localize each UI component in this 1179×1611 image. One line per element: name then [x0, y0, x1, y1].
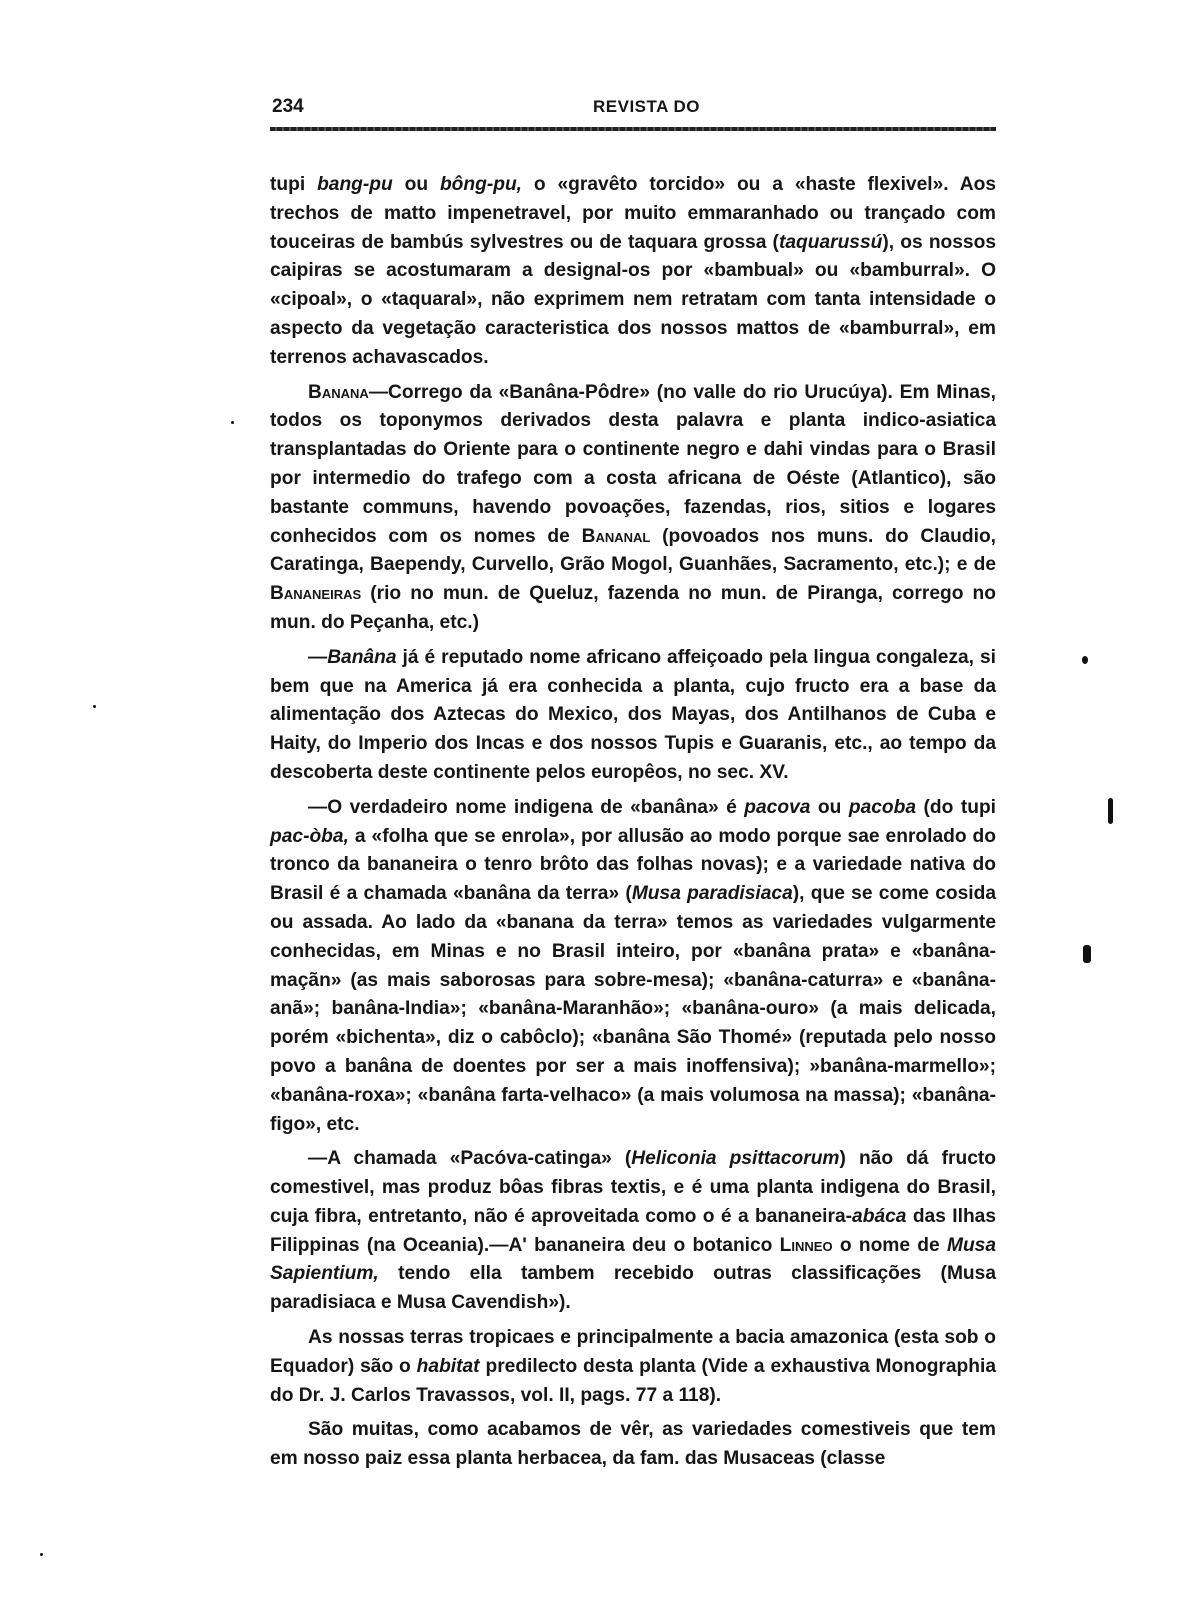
running-head: REVISTA DO [593, 97, 701, 116]
text-run: (rio no mun. de Queluz, fazenda no mun. de Piranga, corrego no mun. do Peçanha, etc.) [270, 583, 996, 633]
ink-speck [1083, 945, 1091, 963]
text-run: ) não dá fructo comestivel, mas produz bôas fibras textis, e é uma planta indigena do Brasil, cuja fibra, entretanto, não é aproveitada como o é a bananeira- [270, 1148, 996, 1227]
text-run: —A chamada «Pacóva-catinga» ( [308, 1148, 632, 1170]
text-run: já é reputado nome africano affeiçoado pela lingua congaleza, si bem que na America já era conhecida a planta, cujo fructo era a base da alimentação dos Aztecas do Mexico, dos Mayas, dos Antilhanos de Cuba e Haity, do Imperio dos Incas e dos nossos Tupis e Guaranis, etc., ao tempo da descoberta deste continente pelos europêos, no sec. XV. [270, 646, 996, 783]
italic-text: Musa Sapientium, [270, 1234, 997, 1285]
text-run: das Ilhas Filippinas (na Oceania).—A' bananeira deu o botanico [270, 1205, 997, 1256]
small-caps-text: Banana [308, 381, 369, 403]
small-caps-text: Bananeiras [270, 583, 362, 605]
paragraph [270, 644, 996, 788]
page-number: 234 [272, 96, 304, 117]
italic-text: pac-òba, [270, 825, 349, 847]
italic-text: pacoba [848, 796, 917, 818]
italic-text: Banâna [327, 646, 397, 668]
text-run: o nome de [832, 1234, 947, 1256]
text-run: ), que se come cosida ou assada. Ao lado da «banana da terra» temos as variedades vulgarmente conhecidas, em Minas e no Brasil inteiro, por «banâna prata» e «banâna-maçãn» (as mais saborosas para sobre-mesa); «banâna-caturra» e «banâna-anã»; banâna-India»; «banâna-Maranhão»; «banâna-ouro» (a mais delicada, porém «bichenta», diz o cabôclo); «banâna São Thomé» (reputada pelo nosso povo a banâna de doentes por ser a mais inoffensiva); »banâna-marmello»; «banâna-roxa»; «banâna farta-velhaco» (a mais volumosa na massa); «banâna-figo», etc. [270, 883, 996, 1135]
text-run: As nossas terras tropicaes e principalmente a bacia amazonica (esta sob o Equador) são o [270, 1327, 996, 1377]
text-run: —O verdadeiro nome indigena de «banâna» é [308, 796, 745, 818]
small-caps-text: Linneo [779, 1234, 833, 1256]
ink-speck [93, 705, 96, 708]
text-run: tupi [270, 174, 318, 195]
paragraph [270, 1145, 996, 1318]
italic-text: Musa paradisiaca [631, 883, 793, 905]
paragraph [270, 379, 996, 638]
text-run: ou [392, 174, 440, 195]
italic-text: abáca [852, 1205, 907, 1227]
text-run: tendo ella tambem recebido outras classificações (Musa paradisiaca e Musa Cavendish»). [270, 1263, 996, 1314]
text-run: predilecto desta planta (Vide a exhaustiva Monographia do Dr. J. Carlos Travassos, vol. II, pags. 77 a 118). [270, 1355, 997, 1406]
text-run: ), os nossos caipiras se acostumaram a designal-os por «bambual» ou «bamburral». O «cipoal», o «taquaral», não exprimem nem retratam com tanta intensidade o aspecto da vegetação caracteristica dos nossos mattos de «bamburral», em terrenos achavascados. [270, 231, 996, 368]
page-header [272, 94, 996, 124]
paragraph [270, 171, 996, 373]
text-run: o «gravêto torcido» ou a «haste flexivel». Aos trechos de matto impenetravel, por muito emmaranhado ou trançado com touceiras de bambús sylvestres ou de taquara grossa ( [270, 174, 996, 253]
ink-speck [231, 421, 234, 424]
paragraph [270, 1416, 996, 1474]
italic-text: pacova [744, 796, 811, 818]
text-run: São muitas, como acabamos de vêr, as variedades comestiveis que tem em nosso paiz essa planta herbacea, da fam. das Musaceas (classe [270, 1419, 996, 1470]
small-caps-text: Bananal [581, 525, 651, 547]
ink-speck [1108, 798, 1113, 824]
text-run: ou [810, 796, 849, 818]
italic-text: bang-pu [317, 174, 393, 195]
italic-text: habitat [416, 1355, 480, 1377]
text-run: —Corrego da «Banâna-Pôdre» (no valle do rio Urucúya). Em Minas, todos os toponymos derivados desta palavra e planta indico-asiatica transplantadas do Oriente para o continente negro e dahi vindas para o Brasil por intermedio do trafego com a costa africana de Oéste (Atlantico), são bastante communs, havendo povoações, fazendas, rios, sitios e logares conhecidos com os nomes de [270, 381, 996, 547]
paragraph [270, 1324, 996, 1410]
header-rule [270, 127, 996, 131]
italic-text: Heliconia psittacorum [631, 1148, 840, 1170]
text-run: (povoados nos muns. do Claudio, Caratinga, Baependy, Curvello, Grão Mogol, Guanhães, Sacramento, etc.); e de [270, 525, 997, 576]
body-text [270, 171, 996, 1474]
ink-speck [1082, 656, 1088, 664]
text-run: — [308, 646, 328, 668]
italic-text: taquarussú [778, 231, 883, 253]
paragraph [270, 794, 996, 1140]
text-run: (do tupi [916, 796, 996, 818]
text-run: a «folha que se enrola», por allusão ao modo porque sae enrolado do tronco da bananeira o tenro brôto das folhas novas); e a variedade nativa do Brasil é a chamada «banâna da terra» ( [270, 825, 996, 905]
ink-speck [40, 1553, 43, 1556]
italic-text: bông-pu, [439, 174, 522, 195]
